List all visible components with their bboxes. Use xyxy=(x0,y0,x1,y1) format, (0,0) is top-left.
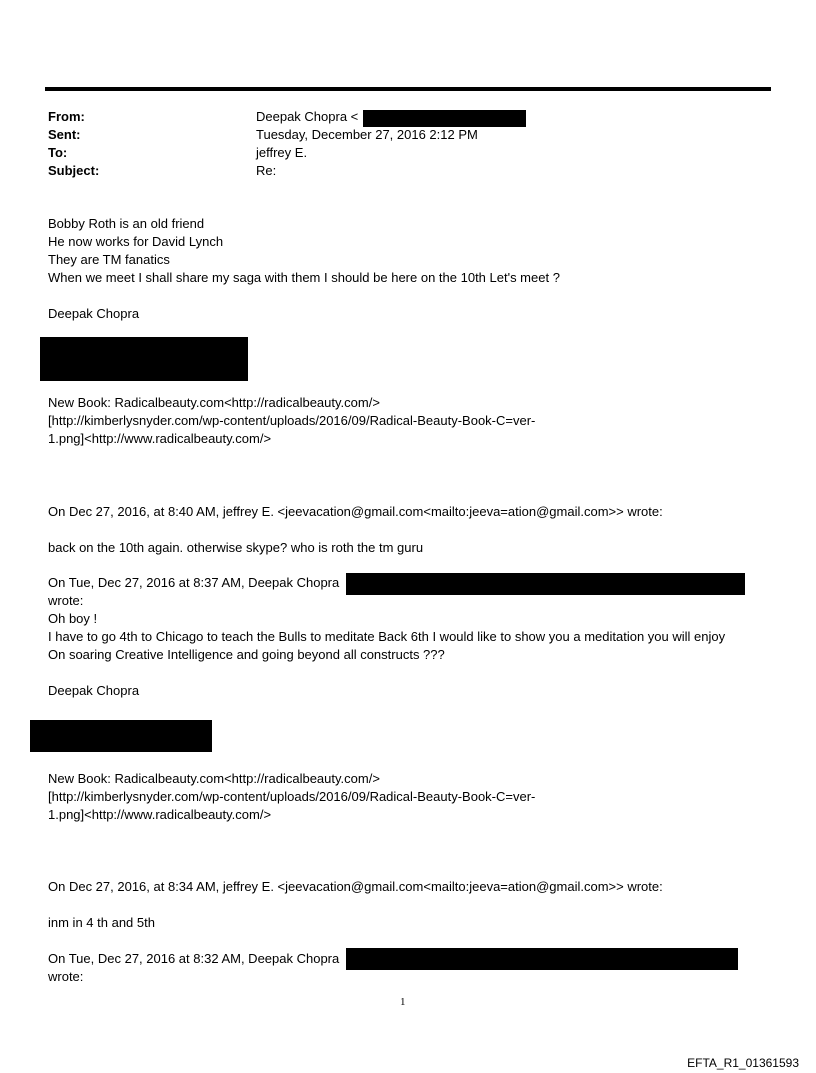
bates-number: EFTA_R1_01361593 xyxy=(687,1056,799,1070)
quote-attribution: On Dec 27, 2016, at 8:34 AM, jeffrey E. <jeevacation@gmail.com<mailto:jeeva=ation@gmail.com>> wrote: xyxy=(48,879,663,894)
redaction-email-address xyxy=(363,110,526,127)
sent-row xyxy=(48,126,478,144)
body-line: They are TM fanatics xyxy=(48,252,170,267)
quote-wrote: wrote: xyxy=(48,969,84,984)
redaction-signature-block-1 xyxy=(40,337,248,381)
body-line: When we meet I shall share my saga with them I should be here on the 10th Let's meet ? xyxy=(48,270,560,285)
quote-attribution: On Dec 27, 2016, at 8:40 AM, jeffrey E. <jeevacation@gmail.com<mailto:jeeva=ation@gmail.com>> wrote: xyxy=(48,504,663,519)
header-rule xyxy=(45,87,771,91)
from-label: From: xyxy=(48,109,85,124)
signature: Deepak Chopra xyxy=(48,306,140,321)
body-line: He now works for David Lynch xyxy=(48,234,224,249)
subject-value: Re: xyxy=(256,163,277,178)
quote-line: I have to go 4th to Chicago to teach the Bulls to meditate Back 6th I would like to show you a meditation you will enjoy xyxy=(48,629,726,644)
quote-text: inm in 4 th and 5th xyxy=(48,915,155,930)
book-line: New Book: Radicalbeauty.com<http://radicalbeauty.com/> xyxy=(48,395,380,410)
quoted-message-1 xyxy=(48,503,778,557)
subject-label: Subject: xyxy=(48,163,100,178)
message-block-1 xyxy=(48,215,778,323)
quoted-message-2 xyxy=(48,574,778,700)
book-line: 1.png]<http://www.radicalbeauty.com/> xyxy=(48,807,272,822)
quote-text: back on the 10th again. otherwise skype? who is roth the tm guru xyxy=(48,540,424,555)
to-label: To: xyxy=(48,145,68,160)
signature: Deepak Chopra xyxy=(48,683,140,698)
quote-attribution: On Tue, Dec 27, 2016 at 8:37 AM, Deepak Chopra xyxy=(48,575,340,590)
quote-attribution: On Tue, Dec 27, 2016 at 8:32 AM, Deepak Chopra xyxy=(48,951,340,966)
body-line: Bobby Roth is an old friend xyxy=(48,216,205,231)
book-promo-2 xyxy=(48,770,778,824)
quote-line: Oh boy ! xyxy=(48,611,98,626)
subject-row xyxy=(48,162,478,180)
quote-wrote: wrote: xyxy=(48,593,84,608)
to-row xyxy=(48,144,478,162)
book-line: [http://kimberlysnyder.com/wp-content/uploads/2016/09/Radical-Beauty-Book-C=ver- xyxy=(48,789,536,804)
book-line: New Book: Radicalbeauty.com<http://radicalbeauty.com/> xyxy=(48,771,380,786)
quoted-message-3 xyxy=(48,878,778,932)
book-line: 1.png]<http://www.radicalbeauty.com/> xyxy=(48,431,272,446)
quote-line: On soaring Creative Intelligence and going beyond all constructs ??? xyxy=(48,647,445,662)
quoted-message-4 xyxy=(48,950,778,986)
book-line: [http://kimberlysnyder.com/wp-content/uploads/2016/09/Radical-Beauty-Book-C=ver- xyxy=(48,413,536,428)
to-value: jeffrey E. xyxy=(256,145,308,160)
sent-value: Tuesday, December 27, 2016 2:12 PM xyxy=(256,127,478,142)
book-promo-1 xyxy=(48,394,778,448)
page-number: 1 xyxy=(400,996,406,1008)
redaction-signature-block-2 xyxy=(30,720,212,752)
from-value: Deepak Chopra < xyxy=(256,109,359,124)
sent-label: Sent: xyxy=(48,127,81,142)
